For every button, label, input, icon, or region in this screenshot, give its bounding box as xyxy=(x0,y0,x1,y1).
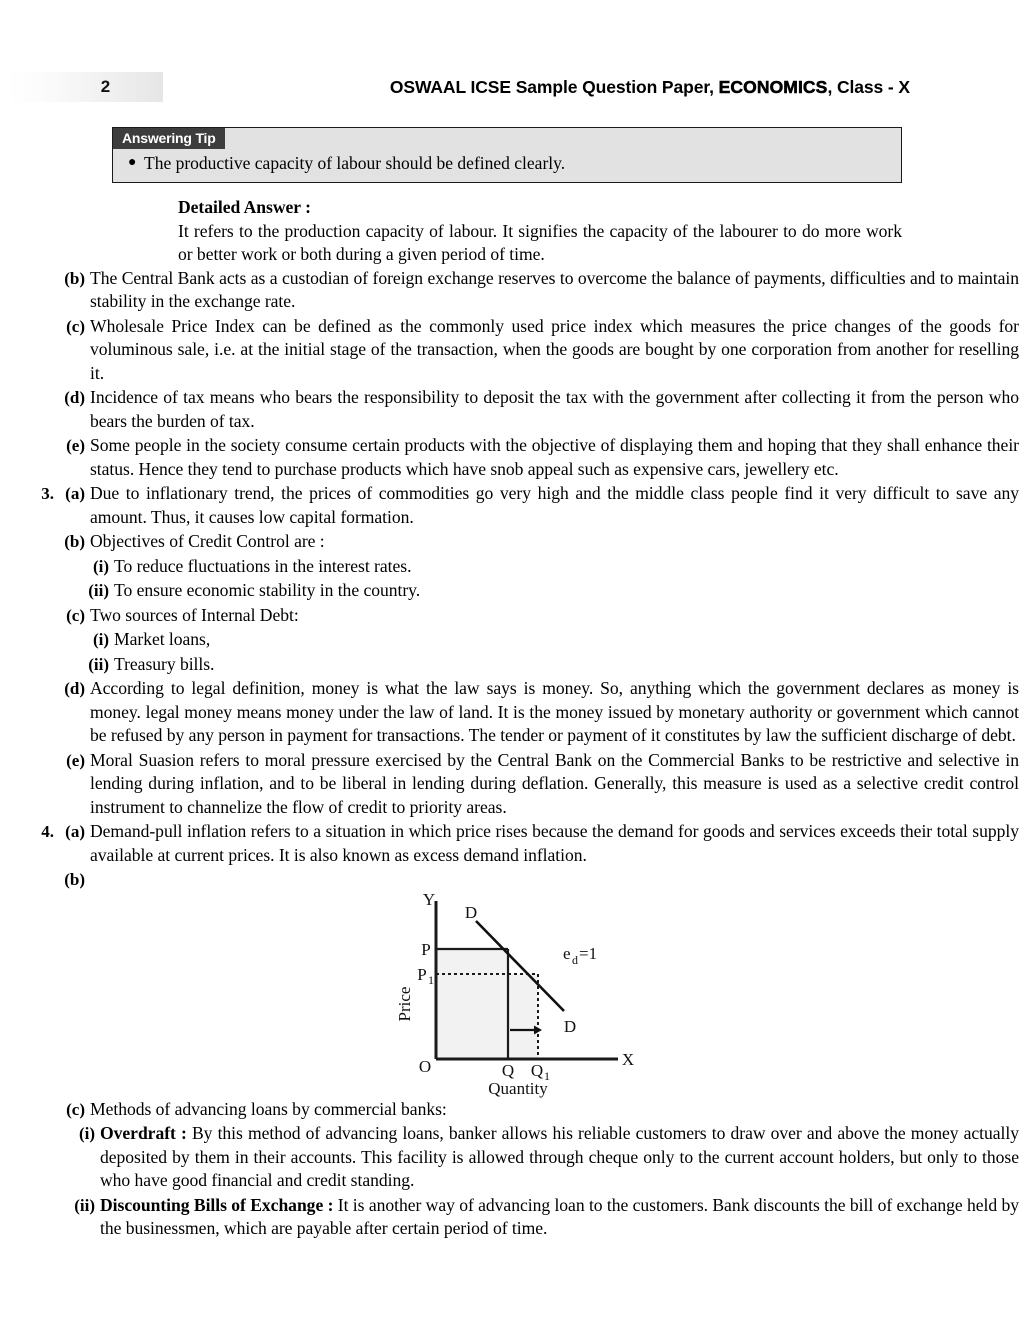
item-text: Moral Suasion refers to moral pressure exercised by the Central Bank on the Commercial Banks to be restrictive and selective in lending during inflation, and to be liberal in lending during deflation. Generally, this measure is used as a selective credit control instrument to channelize the flow of credit to priority areas. xyxy=(90,749,1019,817)
answering-tip-text: The productive capacity of labour should be defined clearly. xyxy=(144,153,566,173)
answer-item xyxy=(0,434,1020,481)
subitem-body: By this method of advancing loans, banker allows his reliable customers to draw over and above the money actually deposited by them in their accounts. This facility is allowed through cheque only to the current account holders, but only to those who have good financial and credit standing. xyxy=(100,1123,1019,1190)
subitem-marker: (ii) xyxy=(88,654,109,674)
answer-item xyxy=(0,386,1020,433)
answer-subitem xyxy=(58,628,1020,652)
demand-curve-figure-wrap xyxy=(178,893,902,1098)
shaded-region-q-q1 xyxy=(508,974,538,1059)
item-marker: (a) xyxy=(65,484,85,503)
item-text: Demand-pull inflation refers to a situation in which price rises because the demand for goods and services exceeds their total supply available at current prices. It is also known as excess demand inflation. xyxy=(90,821,1019,865)
answer-item xyxy=(0,749,1020,820)
demand-curve-label-top: D xyxy=(464,902,478,922)
y-axis-tip-label: Y xyxy=(422,892,436,909)
header-title xyxy=(200,72,910,102)
item-text: Two sources of Internal Debt: xyxy=(90,604,299,625)
bullet-icon: ● xyxy=(128,155,137,170)
item-text: Methods of advancing loans by commercial banks: xyxy=(90,1098,447,1119)
answering-tip-body xyxy=(128,152,893,174)
answer-item xyxy=(0,1098,1020,1122)
answer-content xyxy=(0,196,1020,1262)
y-axis-title: Price xyxy=(395,986,414,1021)
detailed-answer-body: It refers to the production capacity of labour. It signifies the capacity of the labourer to do more work or better work or both during a given period of time. xyxy=(178,220,902,264)
answering-tip-box xyxy=(112,127,902,183)
item-marker: (b) xyxy=(64,532,85,551)
elasticity-base: e xyxy=(563,943,571,963)
item-text: Due to inflationary trend, the prices of commodities go very high and the middle class people find it very difficult to save any amount. Thus, it causes low capital formation. xyxy=(90,483,1019,527)
answer-subitem xyxy=(44,1194,1020,1241)
quantity-tick-q1-base: Q xyxy=(530,1060,544,1080)
subitem-text: Treasury bills. xyxy=(114,653,215,674)
header-title-subject: ECONOMICS xyxy=(718,77,828,97)
answer-item xyxy=(0,677,1020,748)
subitem-bold-lead: Discounting Bills of Exchange : xyxy=(100,1194,338,1215)
quantity-tick-q1-sub: 1 xyxy=(544,1068,550,1083)
elasticity-subscript: d xyxy=(572,952,578,967)
subitem-marker: (ii) xyxy=(74,1195,95,1215)
answer-item xyxy=(0,530,1020,554)
header-title-prefix: OSWAAL ICSE Sample Question Paper, xyxy=(389,77,719,97)
subitem-marker: (i) xyxy=(78,1124,95,1143)
elasticity-annotation xyxy=(563,944,597,967)
subitem-body: It is another way of advancing loan to the customers. Bank discounts the bill of exchange held by the businessmen, which are payable after certain period of time. xyxy=(100,1194,1019,1238)
demand-curve-label-bottom: D xyxy=(563,1016,577,1036)
item-marker: (b) xyxy=(64,268,85,288)
item-text: Some people in the society consume certain products with the objective of displaying them and hoping that they shall enhance their status. Hence they tend to purchase products which have snob appeal such as expensive cars, jewellery etc. xyxy=(90,435,1019,479)
header-title-suffix: , Class - X xyxy=(827,77,910,97)
subitem-text xyxy=(100,1122,1020,1193)
item-text: Objectives of Credit Control are : xyxy=(90,531,325,551)
detailed-answer-heading-text: Detailed Answer : xyxy=(178,197,311,217)
item-marker: (c) xyxy=(66,605,85,625)
subitem-text xyxy=(100,1194,1020,1241)
answer-item xyxy=(0,315,1020,386)
shaded-region-op-q xyxy=(436,949,508,1059)
item-marker: (c) xyxy=(66,1099,85,1119)
elasticity-value: =1 xyxy=(579,943,598,963)
x-axis-title: Quantity xyxy=(488,1078,548,1098)
answer-subitem xyxy=(58,653,1020,677)
answer-subitem xyxy=(58,555,1020,579)
footer-spacer xyxy=(0,1242,1020,1262)
item-marker: (c) xyxy=(66,316,85,336)
subitem-text: Market loans, xyxy=(114,629,211,649)
item-text: Wholesale Price Index can be defined as the commonly used price index which measures the price changes of the goods for voluminous sale, i.e. at the initial stage of the transaction, when the goods are bought by one corporation from another for reselling it. xyxy=(90,315,1019,383)
x-axis-tip-label: X xyxy=(621,1049,635,1069)
detailed-answer-heading xyxy=(178,196,902,220)
subitem-text: To reduce fluctuations in the interest rates. xyxy=(114,555,412,576)
item-text: The Central Bank acts as a custodian of foreign exchange reserves to overcome the balance of payments, difficulties and to maintain stability in the exchange rate. xyxy=(90,267,1019,311)
subitem-marker: (i) xyxy=(92,556,109,576)
price-tick-p1 xyxy=(417,965,434,987)
item-marker: (e) xyxy=(66,436,85,455)
answer-item xyxy=(0,267,1020,314)
origin-label: O xyxy=(418,1056,432,1076)
quantity-tick-q: Q xyxy=(501,1060,515,1080)
answer-subitem xyxy=(44,1122,1020,1193)
page-number: 2 xyxy=(100,77,111,96)
subitem-text: To ensure economic stability in the country. xyxy=(114,580,421,600)
demand-curve-figure xyxy=(388,893,658,1098)
subitem-marker: (i) xyxy=(92,630,109,649)
page-header xyxy=(0,0,1020,118)
subitem-marker: (ii) xyxy=(88,581,109,600)
item-marker: (a) xyxy=(65,822,85,841)
item-text: Incidence of tax means who bears the responsibility to deposit the tax with the government after collecting it from the person who bears the burden of tax. xyxy=(90,387,1019,431)
answer-item xyxy=(0,604,1020,628)
answer-subitem xyxy=(58,579,1020,603)
price-tick-p: P xyxy=(421,939,431,959)
item-marker: (d) xyxy=(64,388,85,407)
item-text: According to legal definition, money is what the law says is money. So, anything which the government declares as money is money. legal money means money under the law of land. It is the money issued by monetary authority or government which cannot be refused by any person in payment for transactions. The tender or payment of it constitutes by law the sufficient discharge of debt. xyxy=(90,678,1019,745)
answer-item xyxy=(0,820,1020,867)
answer-item xyxy=(0,868,1020,892)
item-marker: (b) xyxy=(64,870,85,889)
answer-item xyxy=(0,482,1020,529)
page-number-box xyxy=(8,72,163,102)
question-number-3: 3. xyxy=(41,484,54,503)
price-tick-p1-sub: 1 xyxy=(428,972,434,987)
item-marker: (e) xyxy=(66,750,85,770)
question-number-4: 4. xyxy=(41,822,54,841)
price-tick-p1-base: P xyxy=(417,964,427,984)
subitem-bold-lead: Overdraft : xyxy=(100,1123,192,1143)
answering-tip-label: Answering Tip xyxy=(113,128,225,149)
item-marker: (d) xyxy=(64,679,85,698)
